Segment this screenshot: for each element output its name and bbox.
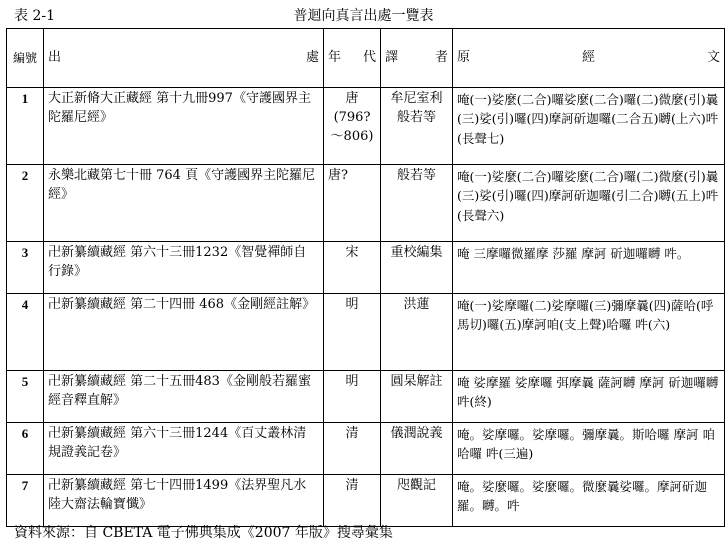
row-era: 清	[324, 423, 381, 475]
row-original-text: 唵(一)娑麼(二合)囉娑麼(二合)囉(二)微麼(引)曩(三)娑(引)囉(四)摩訶斫迦囉(二合五)嚩(上六)吽(長聲七)	[453, 88, 725, 165]
table-row	[7, 165, 725, 242]
table-title: 普迴向真言出處一覽表	[293, 8, 434, 24]
header-source: 出處	[44, 29, 324, 88]
header-row	[7, 29, 725, 88]
row-era: 唐?	[324, 165, 381, 242]
table-row	[7, 371, 725, 423]
row-era: 明	[324, 294, 381, 371]
table-caption	[0, 0, 727, 28]
row-source: 卍新纂續藏經 第二十五冊483《金剛般若羅蜜經音釋直解》	[44, 371, 324, 423]
table-row	[7, 294, 725, 371]
header-original-text: 原經文	[453, 29, 725, 88]
row-translator: 咫觀記	[381, 475, 453, 527]
row-original-text: 唵(一)娑摩囉(二)娑摩囉(三)彌摩曩(四)薩哈(呼馬切)囉(五)摩訶咱(支上聲)哈囉 吽(六)	[453, 294, 725, 371]
row-era: 明	[324, 371, 381, 423]
row-number: 5	[7, 371, 44, 423]
row-era: 清	[324, 475, 381, 527]
row-translator: 牟尼室利般若等	[381, 88, 453, 165]
row-number: 7	[7, 475, 44, 527]
row-era: 宋	[324, 242, 381, 294]
row-number: 2	[7, 165, 44, 242]
table-number: 表 2-1	[14, 8, 55, 24]
row-original-text: 唵。娑摩囉。娑摩囉。彌摩曩。斯哈囉 摩訶 咱哈囉 吽(三遍)	[453, 423, 725, 475]
row-original-text: 唵 娑摩羅 娑摩囉 弭摩曩 薩訶嚩 摩訶 斫迦囉嚩 吽(終)	[453, 371, 725, 423]
table-row	[7, 423, 725, 475]
row-era: 唐(796?～806)	[324, 88, 381, 165]
row-source: 卍新纂續藏經 第七十四冊1499《法界聖凡水陸大齋法輪寶懺》	[44, 475, 324, 527]
row-number: 4	[7, 294, 44, 371]
row-original-text: 唵 三摩囉微羅摩 莎羅 摩訶 斫迦囉嚩 吽。	[453, 242, 725, 294]
row-translator: 般若等	[381, 165, 453, 242]
row-translator: 圓杲解註	[381, 371, 453, 423]
header-number: 編號	[7, 29, 44, 88]
row-number: 6	[7, 423, 44, 475]
row-translator: 洪蓮	[381, 294, 453, 371]
row-translator: 重校編集	[381, 242, 453, 294]
row-number: 1	[7, 88, 44, 165]
header-translator: 譯者	[381, 29, 453, 88]
mantra-sources-table	[6, 28, 725, 527]
row-source: 大正新脩大正藏經 第十九冊997《守護國界主陀羅尼經》	[44, 88, 324, 165]
row-source: 永樂北藏第七十冊 764 頁《守護國界主陀羅尼經》	[44, 165, 324, 242]
data-source-note: 資料來源：自 CBETA 電子佛典集成《2007 年版》搜尋彙集	[14, 525, 393, 541]
row-original-text: 唵。娑麼囉。娑麼囉。微麼曩娑囉。摩訶斫迦羅。嚩。吽	[453, 475, 725, 527]
table-row	[7, 242, 725, 294]
row-number: 3	[7, 242, 44, 294]
row-source: 卍新纂續藏經 第二十四冊 468《金剛經註解》	[44, 294, 324, 371]
row-original-text: 唵(一)娑麼(二合)囉娑麼(二合)囉(二)微麼(引)曩(三)娑(引)囉(四)摩訶斫迦囉(引二合)嚩(五上)吽(長聲六)	[453, 165, 725, 242]
table-row	[7, 475, 725, 527]
row-translator: 儀潤說義	[381, 423, 453, 475]
row-source: 卍新纂續藏經 第六十三冊1244《百丈叢林清規證義記卷》	[44, 423, 324, 475]
header-era: 年代	[324, 29, 381, 88]
row-source: 卍新纂續藏經 第六十三冊1232《智覺禪師自行錄》	[44, 242, 324, 294]
table-row	[7, 88, 725, 165]
